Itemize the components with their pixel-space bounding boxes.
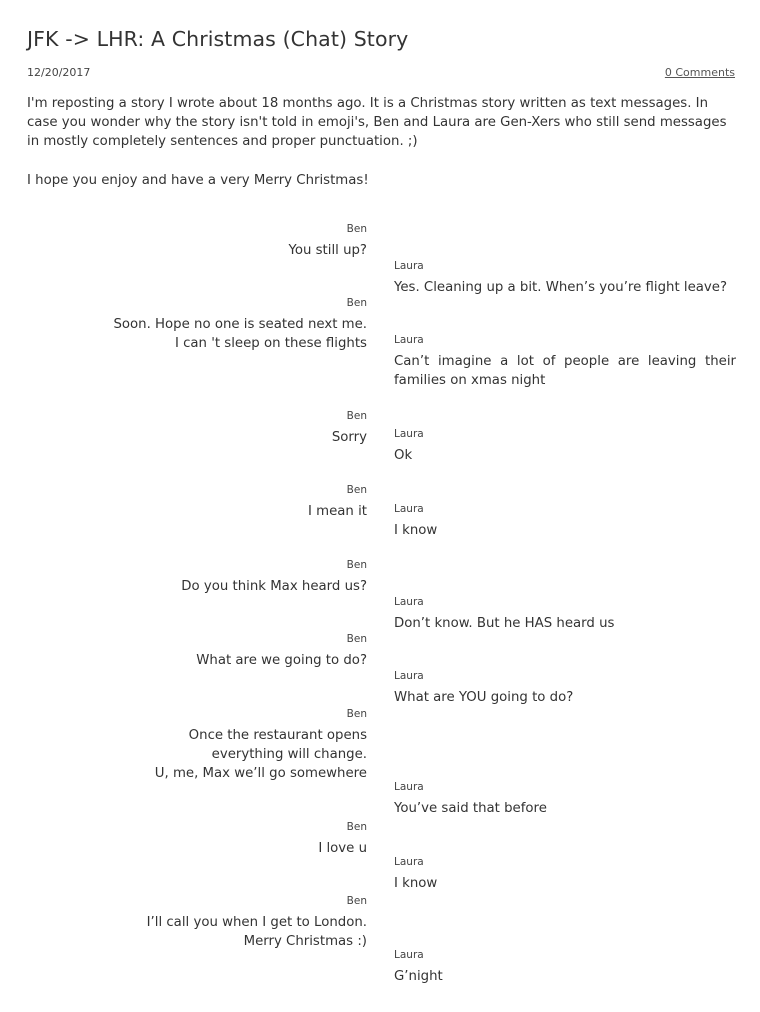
chat-message-ben bbox=[181, 559, 367, 596]
message-text: I know bbox=[394, 876, 438, 891]
sender-name: Ben bbox=[346, 410, 367, 422]
message-text: I’ll call you when I get to London. Merry Christmas :) bbox=[146, 915, 367, 949]
chat-message-ben bbox=[113, 297, 367, 353]
chat-message-ben bbox=[318, 821, 367, 858]
message-text: Yes. Cleaning up a bit. When’s you’re flight leave? bbox=[394, 280, 728, 295]
sender-name: Laura bbox=[394, 856, 424, 868]
chat-message-laura bbox=[394, 503, 736, 540]
chat-message-laura bbox=[394, 260, 736, 297]
post-intro: I'm reposting a story I wrote about 18 months ago. It is a Christmas story written as text messages. In case you wonder why the story isn't told in emoji's, Ben and Laura are Gen-Xers who still send messages in mostly completely sentences and proper punctuation. ;) bbox=[27, 96, 727, 149]
chat-message-ben bbox=[147, 895, 367, 951]
chat-message-laura bbox=[394, 334, 736, 390]
chat-message-ben bbox=[155, 708, 367, 783]
chat-message-laura bbox=[394, 670, 736, 707]
sender-name: Ben bbox=[346, 633, 367, 645]
sender-name: Ben bbox=[346, 559, 367, 571]
post-closing: I hope you enjoy and have a very Merry Christmas! bbox=[27, 173, 369, 188]
message-text: Can’t imagine a lot of people are leaving their families on xmas night bbox=[394, 354, 736, 388]
message-text: You still up? bbox=[288, 243, 367, 258]
chat-message-ben bbox=[196, 633, 367, 670]
comments-link[interactable]: 0 Comments bbox=[664, 66, 735, 79]
sender-name: Laura bbox=[394, 949, 424, 961]
chat-message-ben bbox=[332, 410, 367, 447]
chat-message-laura bbox=[394, 856, 736, 893]
chat-message-laura bbox=[394, 428, 736, 465]
sender-name: Ben bbox=[346, 895, 367, 907]
message-text: I know bbox=[394, 523, 438, 538]
message-text: You’ve said that before bbox=[394, 801, 547, 816]
post-date: 12/20/2017 bbox=[27, 66, 91, 79]
message-text: Once the restaurant opens everything will change. U, me, Max we’ll go somewhere bbox=[154, 728, 367, 781]
sender-name: Laura bbox=[394, 596, 424, 608]
chat-message-laura bbox=[394, 596, 736, 633]
message-text: Don’t know. But he HAS heard us bbox=[394, 616, 615, 631]
chat-message-ben bbox=[308, 484, 367, 521]
sender-name: Ben bbox=[346, 708, 367, 720]
message-text: Ok bbox=[394, 448, 413, 463]
sender-name: Laura bbox=[394, 260, 424, 272]
message-text: Do you think Max heard us? bbox=[181, 579, 367, 594]
sender-name: Ben bbox=[346, 821, 367, 833]
message-text: What are YOU going to do? bbox=[394, 690, 574, 705]
sender-name: Laura bbox=[394, 428, 424, 440]
message-text: Sorry bbox=[331, 430, 367, 445]
chat-message-laura bbox=[394, 781, 736, 818]
sender-name: Laura bbox=[394, 670, 424, 682]
chat-message-ben bbox=[288, 223, 367, 260]
sender-name: Ben bbox=[346, 484, 367, 496]
message-text: I mean it bbox=[308, 504, 367, 519]
message-text: What are we going to do? bbox=[196, 653, 367, 668]
post-title: JFK -> LHR: A Christmas (Chat) Story bbox=[27, 27, 409, 51]
sender-name: Ben bbox=[346, 223, 367, 235]
message-text: Soon. Hope no one is seated next me. I can 't sleep on these flights bbox=[113, 317, 367, 351]
sender-name: Ben bbox=[346, 297, 367, 309]
message-text: I love u bbox=[318, 841, 367, 856]
sender-name: Laura bbox=[394, 334, 424, 346]
sender-name: Laura bbox=[394, 781, 424, 793]
sender-name: Laura bbox=[394, 503, 424, 515]
message-text: G’night bbox=[394, 969, 443, 984]
chat-message-laura bbox=[394, 949, 736, 986]
